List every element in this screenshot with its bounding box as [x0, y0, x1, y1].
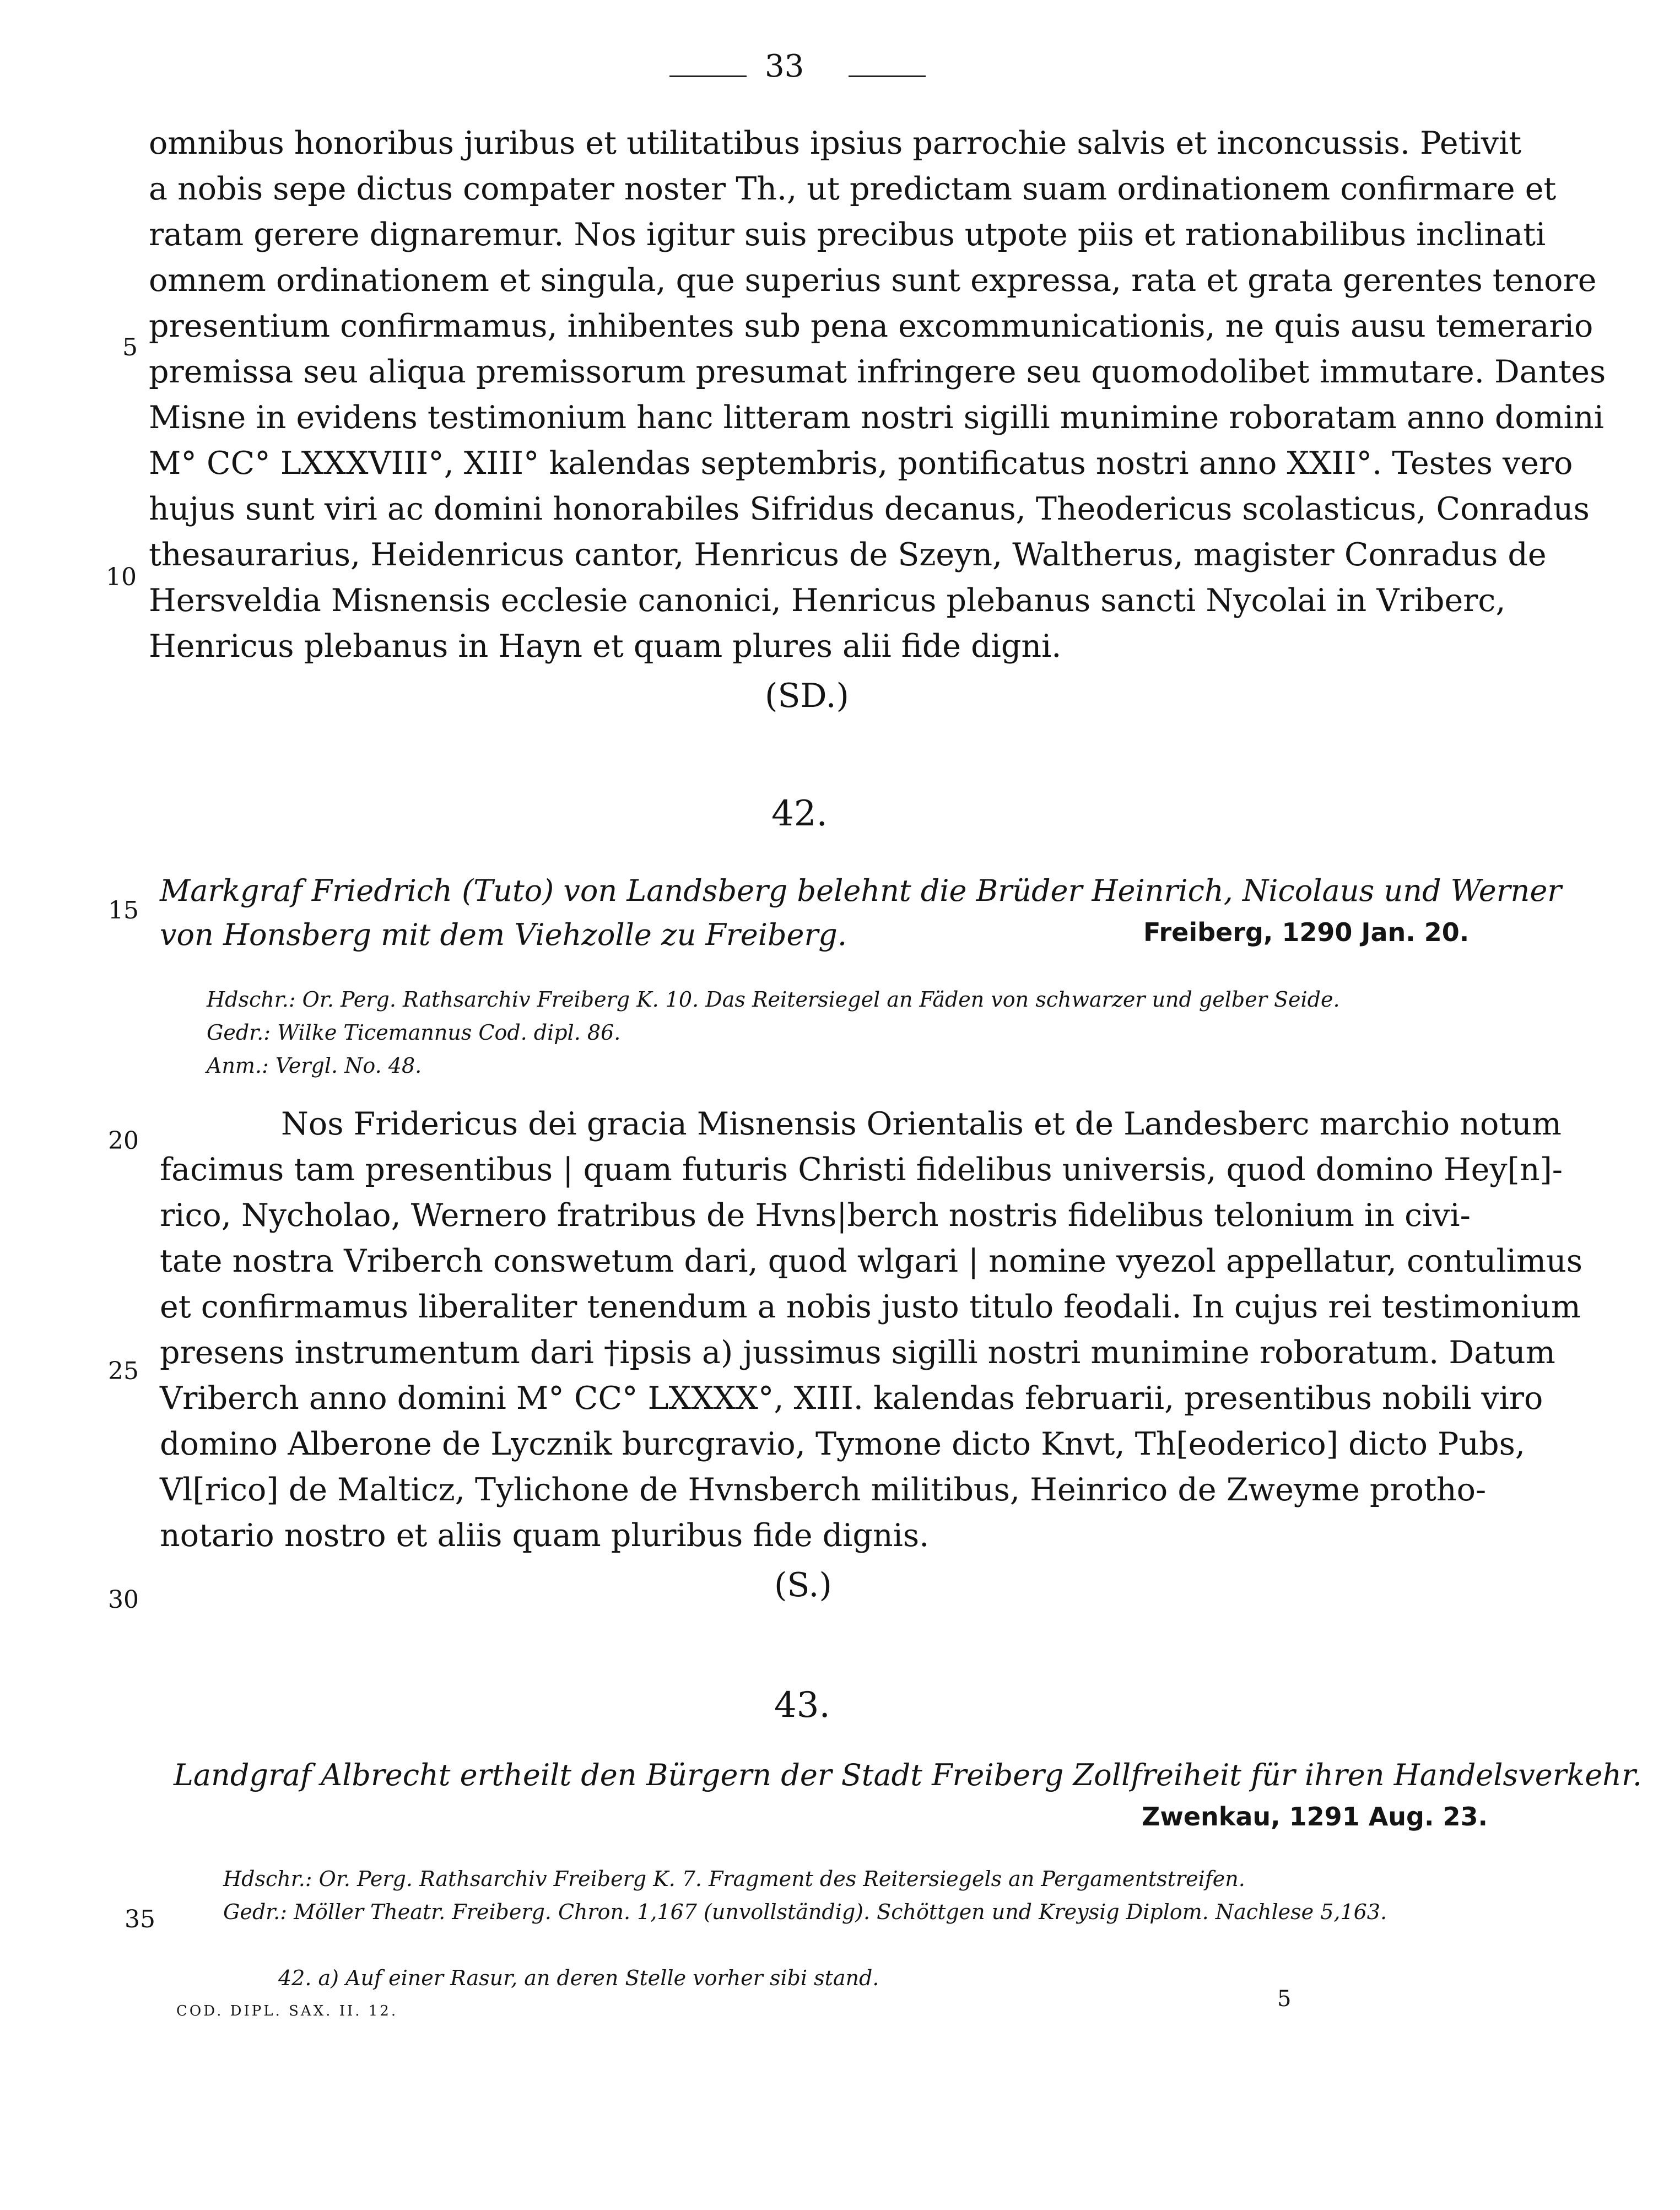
line-number: 5 [122, 333, 138, 361]
line-number: 25 [108, 1357, 139, 1385]
document-number: 42. [771, 793, 828, 834]
place-date: Freiberg, 1290 Jan. 20. [1143, 917, 1470, 947]
text-line: domino Alberone de Lycznik burcgravio, Tymone dicto Knvt, Th[eoderico] dicto Pubs, [160, 1426, 1525, 1462]
text-line: presentium confirmamus, inhibentes sub pena excommunicationis, ne quis ausu temerario [149, 308, 1593, 344]
document-number: 43. [774, 1685, 830, 1726]
header-rule-right [849, 75, 926, 77]
line-number: 30 [108, 1586, 139, 1614]
line-number: 20 [108, 1127, 139, 1155]
text-line: facimus tam presentibus | quam futuris Christi fidelibus universis, quod domino Hey[n]- [160, 1152, 1563, 1188]
text-line: Hersveldia Misnensis ecclesie canonici, Henricus plebanus sancti Nycolai in Vriberc, [149, 582, 1506, 619]
text-line: Vriberch anno domini M° CC° LXXXX°, XIII. kalendas februarii, presentibus nobili viro [160, 1380, 1543, 1417]
text-line: premissa seu aliqua premissorum presumat infringere seu quomodolibet immutare. Dantes [149, 354, 1606, 390]
text-line: et confirmamus liberaliter tenendum a nobis justo titulo feodali. In cujus rei testimonium [160, 1289, 1581, 1325]
text-line: thesaurarius, Heidenricus cantor, Henricus de Szeyn, Waltherus, magister Conradus de [149, 537, 1547, 573]
text-line: notario nostro et aliis quam pluribus fide dignis. [160, 1517, 930, 1554]
header-rule-left [669, 75, 747, 77]
line-number: 15 [108, 896, 139, 925]
regest-summary: Markgraf Friedrich (Tuto) von Landsberg belehnt die Brüder Heinrich, Nicolaus und Werner [160, 873, 1562, 908]
text-line: a nobis sepe dictus compater noster Th., ut predictam suam ordinationem confirmare et [149, 171, 1557, 207]
source-note: Anm.: Vergl. No. 48. [207, 1053, 422, 1078]
text-line: presens instrumentum dari †ipsis a) jussimus sigilli nostri munimine roboratum. Datum [160, 1334, 1555, 1371]
text-line: tate nostra Vriberch conswetum dari, quod wlgari | nomine vyezol appellatur, contulimus [160, 1243, 1582, 1279]
text-line: omnem ordinationem et singula, que superius sunt expressa, rata et grata gerentes tenore [149, 262, 1597, 299]
seal-mark: (S.) [774, 1566, 832, 1604]
regest-summary: von Honsberg mit dem Viehzolle zu Freiberg. [160, 917, 847, 952]
text-line: rico, Nycholao, Wernero fratribus de Hvns|berch nostris fidelibus telonium in civi- [160, 1197, 1471, 1234]
text-line: omnibus honoribus juribus et utilitatibus ipsius parrochie salvis et inconcussis. Petivit [149, 125, 1522, 161]
source-note: Hdschr.: Or. Perg. Rathsarchiv Freiberg K. 10. Das Reitersiegel an Fäden von schwarzer und gelber Seide. [207, 987, 1340, 1012]
text-line: Henricus plebanus in Hayn et quam plures alii fide digni. [149, 628, 1062, 664]
text-line: M° CC° LXXXVIII°, XIII° kalendas septembris, pontificatus nostri anno XXII°. Testes vero [149, 445, 1573, 482]
source-note: Hdschr.: Or. Perg. Rathsarchiv Freiberg K. 7. Fragment des Reitersiegels an Pergamentstreifen. [223, 1867, 1245, 1891]
line-number: 10 [106, 563, 137, 591]
text-line: Vl[rico] de Malticz, Tylichone de Hvnsberch militibus, Heinrico de Zweyme protho- [160, 1472, 1487, 1508]
text-line: hujus sunt viri ac domini honorabiles Sifridus decanus, Theodericus scolasticus, Conradus [149, 491, 1590, 527]
text-line: ratam gerere dignaremur. Nos igitur suis precibus utpote piis et rationabilibus inclinati [149, 217, 1546, 253]
sheet-number: 5 [1277, 1986, 1292, 2012]
footnote: 42. a) Auf einer Rasur, an deren Stelle vorher sibi stand. [278, 1966, 879, 1990]
text-line: Nos Fridericus dei gracia Misnensis Orientalis et de Landesberc marchio notum [281, 1106, 1562, 1142]
page-number: 33 [765, 48, 804, 84]
source-note: Gedr.: Wilke Ticemannus Cod. dipl. 86. [207, 1020, 621, 1045]
text-line: Misne in evidens testimonium hanc litteram nostri sigilli munimine roboratam anno domini [149, 399, 1604, 436]
printer-signature: COD. DIPL. SAX. II. 12. [176, 2003, 398, 2019]
regest-summary: Landgraf Albrecht ertheilt den Bürgern der Stadt Freiberg Zollfreiheit für ihren Handelsverkehr. [174, 1758, 1642, 1792]
seal-mark: (SD.) [765, 677, 849, 715]
place-date: Zwenkau, 1291 Aug. 23. [1142, 1802, 1488, 1831]
source-note: Gedr.: Möller Theatr. Freiberg. Chron. 1,167 (unvollständig). Schöttgen und Kreysig Diplom. Nachlese 5,163. [223, 1900, 1387, 1924]
line-number: 35 [125, 1905, 155, 1933]
